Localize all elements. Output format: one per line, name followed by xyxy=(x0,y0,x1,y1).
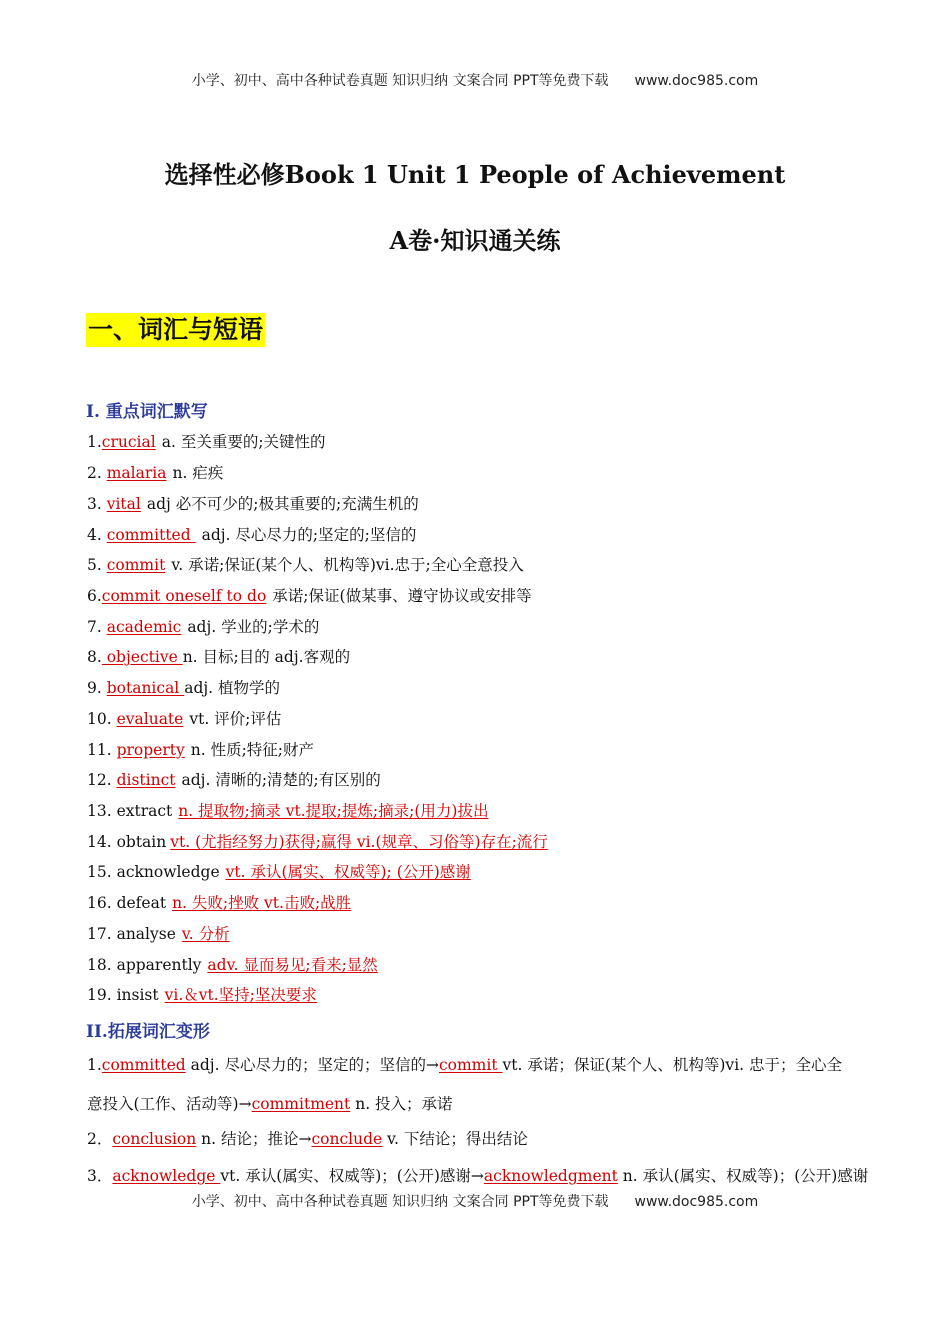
vocab-item: 8. objective n. 目标;目的 adj.客观的 xyxy=(87,648,351,666)
vocab-item: 5. commit v. 承诺;保证(某个人、机构等)vi.忠于;全心全意投入 xyxy=(87,556,524,574)
part2-heading: II.拓展词汇变形 xyxy=(86,1022,210,1042)
part1-heading: I. 重点词汇默写 xyxy=(86,402,208,422)
derivation-item-continued: 意投入(工作、活动等)→commitment n. 投入；承诺 xyxy=(87,1095,453,1113)
vocab-item: 7. academic adj. 学业的;学术的 xyxy=(87,618,320,636)
derivation-item: 1.committed adj. 尽心尽力的；坚定的；坚信的→commit vt. 承诺；保证(某个人、机构等)vi. 忠于；全心全 xyxy=(87,1056,843,1074)
footer-site-link[interactable]: www.doc985.com xyxy=(634,1194,759,1210)
vocab-item: 19. insist vi.＆vt.坚持;坚决要求 xyxy=(87,986,317,1004)
vocab-item: 1.crucial a. 至关重要的;关键性的 xyxy=(87,433,326,451)
derivation-item: 2．conclusion n. 结论；推论→conclude v. 下结论；得出结论 xyxy=(87,1130,528,1148)
vocab-item: 13. extract n. 提取物;摘录 vt.提取;提炼;摘录;(用力)拔出 xyxy=(87,802,489,820)
header-text: 小学、初中、高中各种试卷真题 知识归纳 文案合同 PPT等免费下载 xyxy=(191,73,609,89)
vocab-item: 6.commit oneself to do 承诺;保证(做某事、遵守协议或安排等 xyxy=(87,587,532,605)
page-title: 选择性必修Book 1 Unit 1 People of Achievement xyxy=(164,160,786,189)
vocab-item: 9. botanical adj. 植物学的 xyxy=(87,679,281,697)
header-site-link[interactable]: www.doc985.com xyxy=(634,73,759,89)
vocab-item: 18. apparently adv. 显而易见;看来;显然 xyxy=(87,956,378,974)
vocab-item: 2. malaria n. 疟疾 xyxy=(87,464,224,482)
vocab-item: 4. committed adj. 尽心尽力的;坚定的;坚信的 xyxy=(87,526,417,544)
footer-text: 小学、初中、高中各种试卷真题 知识归纳 文案合同 PPT等免费下载 xyxy=(191,1194,609,1210)
vocab-item: 17. analyse v. 分析 xyxy=(87,925,230,943)
vocab-item: 12. distinct adj. 清晰的;清楚的;有区别的 xyxy=(87,771,381,789)
vocab-item: 14. obtain vt. (尤指经努力)获得;赢得 vi.(规章、习俗等)存在;流行 xyxy=(87,833,548,851)
page-subtitle: A卷·知识通关练 xyxy=(389,226,561,255)
page-header xyxy=(0,70,950,90)
vocab-item: 3. vital adj 必不可少的;极其重要的;充满生机的 xyxy=(87,495,419,513)
vocab-item: 11. property n. 性质;特征;财产 xyxy=(87,741,315,759)
vocab-item: 16. defeat n. 失败;挫败 vt.击败;战胜 xyxy=(87,894,352,912)
vocab-item: 15. acknowledge vt. 承认(属实、权威等); (公开)感谢 xyxy=(87,863,471,881)
section-heading: 一、词汇与短语 xyxy=(86,313,265,347)
derivation-item: 3．acknowledge vt. 承认(属实、权威等)；(公开)感谢→acknowledgment n. 承认(属实、权威等)；(公开)感谢 xyxy=(87,1167,869,1185)
vocab-item: 10. evaluate vt. 评价;评估 xyxy=(87,710,282,728)
page-footer xyxy=(0,1191,950,1211)
